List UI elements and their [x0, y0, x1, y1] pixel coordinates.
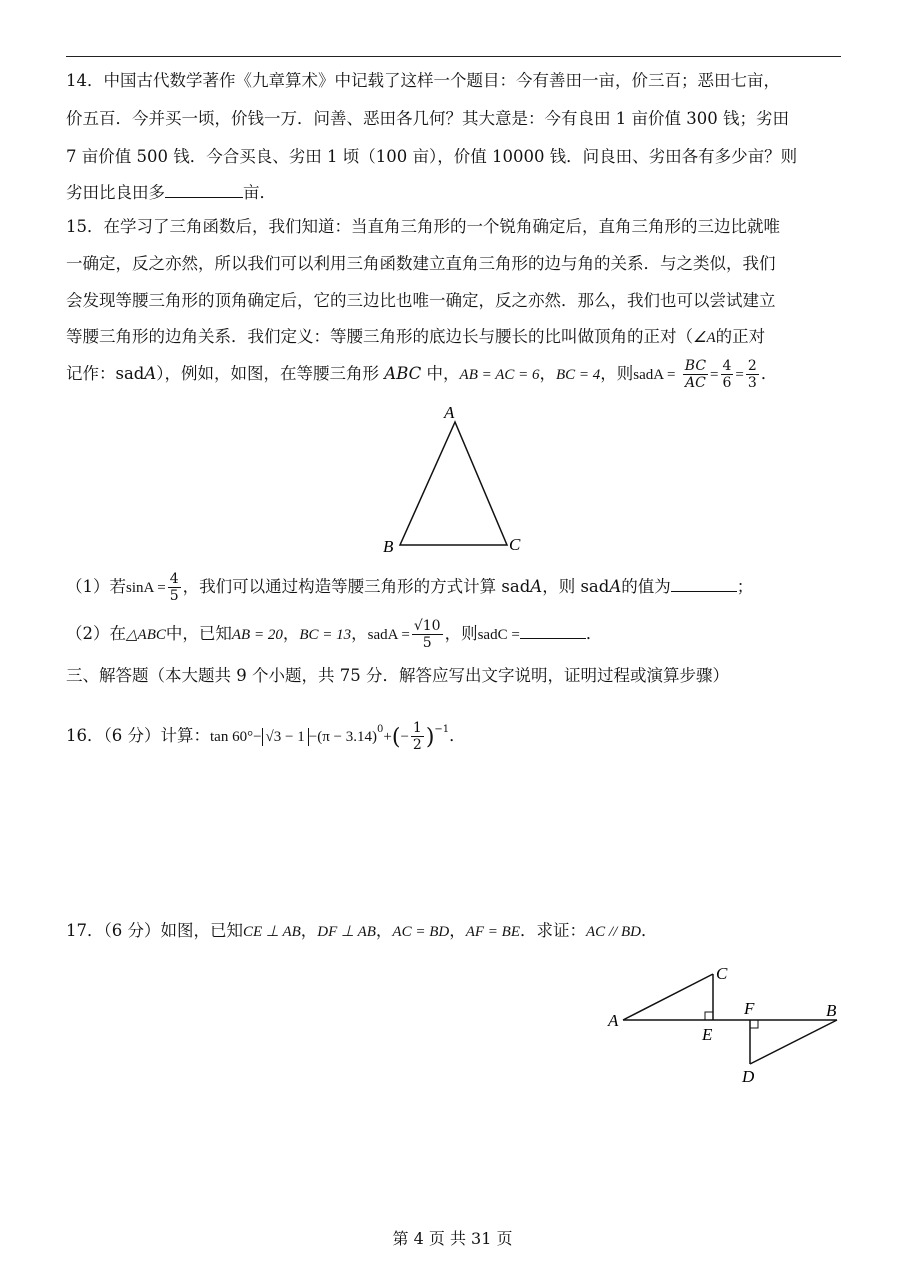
sep: ，: [375, 921, 393, 940]
triangle-abc: [400, 422, 507, 545]
q15-line-3: 会发现等腰三角形的顶角确定后，它的三边比也唯一确定，反之亦然．那么，我们也可以尝试建立: [66, 291, 776, 310]
frac-den: 6: [722, 375, 732, 391]
fraction-sqrt10-5: [412, 618, 443, 651]
pi-minus-314: (π − 3.14): [317, 729, 377, 745]
sad-a: sadA =: [633, 367, 676, 383]
q17-figure: [605, 960, 850, 1090]
label-f: F: [744, 999, 755, 1018]
q14-unit: 亩．: [243, 183, 276, 202]
fraction-1-2: [411, 720, 424, 753]
frac-num: 4: [169, 571, 179, 587]
q15-line-5: [66, 358, 777, 391]
plus: +: [383, 729, 392, 745]
var-a: A: [530, 577, 543, 596]
frac-den: 3: [747, 375, 757, 391]
sub1-text: ，则 sad: [542, 577, 610, 596]
cond-df-perp-ab: DF ⊥ AB: [317, 924, 376, 940]
sub2-sep: ，: [282, 624, 300, 643]
sub1-text: ，我们可以通过构造等腰三角形的方式计算 sad: [182, 577, 531, 596]
cond-af-eq-be: AF = BE: [465, 924, 520, 940]
q14-line-2: 价五百．今并买一顷，价钱一万．问善、恶田各几何？其大意是：今有良田 1 亩价值 300 钱；劣田: [66, 109, 789, 128]
label-c: C: [509, 535, 521, 554]
equals: =: [735, 367, 744, 383]
period: ．: [760, 364, 778, 383]
sad-c: sadC =: [477, 627, 520, 643]
q14-line-1: 14．中国古代数学著作《九章算术》中记载了这样一个题目：今有善田一亩，价三百；恶田七亩，: [66, 71, 780, 90]
period: ．: [449, 726, 466, 745]
frac-den: AC: [684, 375, 706, 391]
isosceles-triangle-figure: [370, 400, 540, 560]
fraction-bc-ac: [683, 358, 708, 391]
sub1-prefix: （1）若: [66, 577, 126, 596]
q15-sub1: [66, 570, 753, 605]
sub2-text: 中，已知: [165, 624, 232, 643]
exponent-0: 0: [377, 724, 384, 735]
q15-line-2: 一确定，反之亦然，所以我们可以利用三角函数建立直角三角形的边与角的关系．与之类似，我们: [66, 254, 776, 273]
sub1-answer-blank[interactable]: [671, 575, 737, 592]
label-d: D: [742, 1067, 755, 1086]
line-ac: [623, 974, 713, 1020]
abs-sqrt3-minus-1: √3 − 1: [262, 728, 309, 746]
angle-a: ∠A: [693, 330, 716, 346]
cond-ac-eq-bd: AC = BD: [392, 924, 450, 940]
page-footer: 第 4 页 共 31 页: [392, 1229, 513, 1248]
sub2-text: ，则: [444, 624, 478, 643]
right-angle-f: [750, 1020, 758, 1028]
var-a: A: [144, 364, 157, 383]
fraction-4-5: [168, 571, 181, 604]
q14-line-4: [66, 181, 276, 204]
q14-line-3: 7 亩价值 500 钱．今合买良、劣田 1 顷（100 亩），价值 10000 钱．问良田、劣田各有多少亩？则: [66, 147, 798, 166]
frac-den: 2: [412, 737, 422, 753]
minus: −: [308, 729, 318, 745]
q16-prefix: （6 分）计算：: [103, 726, 210, 745]
equals: =: [710, 367, 719, 383]
sub1-text: 的值为: [621, 577, 671, 596]
sin-a: sinA =: [126, 580, 166, 596]
eq-bc: BC = 13: [299, 627, 352, 643]
frac-den: 5: [422, 635, 432, 651]
cond-ce-perp-ab: CE ⊥ AB: [243, 924, 301, 940]
sub2-answer-blank[interactable]: [520, 622, 586, 639]
q15-text: 的正对: [715, 327, 766, 346]
q16: [66, 712, 466, 756]
label-b: B: [383, 537, 394, 556]
sep: ，: [300, 921, 318, 940]
q15-line-4: [66, 326, 765, 349]
minus: −: [253, 729, 262, 745]
frac-num: 2: [747, 358, 757, 374]
right-angle-e: [705, 1012, 713, 1020]
eq-ab-ac: AB = AC = 6: [459, 367, 540, 383]
goal-ac-parallel-bd: AC // BD: [586, 924, 641, 940]
label-a: A: [608, 1011, 619, 1030]
triangle-name: ABC: [384, 364, 422, 383]
q17-prefix: （6 分）如图，已知: [103, 921, 243, 940]
q17-number: 17．: [66, 921, 104, 940]
exponent-neg1: −1: [434, 724, 450, 735]
header-rule: [66, 56, 841, 57]
semicolon: ；: [736, 577, 754, 596]
tan-60: tan 60°: [210, 729, 254, 745]
q16-number: 16．: [66, 726, 104, 745]
eq-bc: BC = 4: [556, 367, 601, 383]
q15-line-1: 15．在学习了三角函数后，我们知道：当直角三角形的一个锐角确定后，直角三角形的三边比就唯: [66, 217, 780, 236]
eq-ab: AB = 20: [231, 627, 283, 643]
fraction-4-6: [721, 358, 734, 391]
frac-num: 4: [722, 358, 732, 374]
q15-sep: ，: [539, 364, 556, 383]
negative-sign: −: [400, 729, 409, 745]
q15-text: 中，: [426, 364, 460, 383]
sub2-prefix: （2）在: [66, 624, 126, 643]
label-b: B: [826, 1001, 837, 1020]
fraction-2-3: [746, 358, 759, 391]
triangle-abc-symbol: △ABC: [126, 627, 166, 643]
frac-num: √10: [413, 618, 441, 634]
sep: ，: [449, 921, 466, 940]
label-a: A: [444, 403, 455, 422]
label-c: C: [716, 964, 728, 983]
label-e: E: [702, 1025, 713, 1044]
q17-prove: ．求证：: [520, 921, 586, 940]
paren-open: (: [391, 725, 401, 750]
var-a: A: [609, 577, 622, 596]
q14-text: 劣田比良田多: [66, 183, 165, 202]
frac-den: 5: [169, 588, 179, 604]
sub2-sep: ，: [351, 624, 368, 643]
period: ．: [641, 921, 658, 940]
q15-text: ），例如，如图，在等腰三角形: [156, 364, 380, 383]
q14-answer-blank[interactable]: [165, 181, 243, 198]
period: ．: [585, 624, 603, 643]
q15-text: 等腰三角形的边角关系．我们定义：等腰三角形的底边长与腰长的比叫做顶角的正对（: [66, 327, 693, 346]
frac-num: 1: [412, 720, 422, 736]
section-3-heading: 三、解答题（本大题共 9 个小题，共 75 分．解答应写出文字说明，证明过程或演算步骤）: [66, 666, 729, 685]
frac-num: BC: [684, 358, 707, 374]
q15-text: ，则: [600, 364, 634, 383]
sad-a: sadA =: [367, 627, 410, 643]
q15-sub2: [66, 616, 602, 653]
line-db: [750, 1020, 837, 1064]
q17: [66, 920, 658, 943]
paren-close: ): [425, 725, 435, 750]
q15-text: 记作：sad: [66, 364, 145, 383]
